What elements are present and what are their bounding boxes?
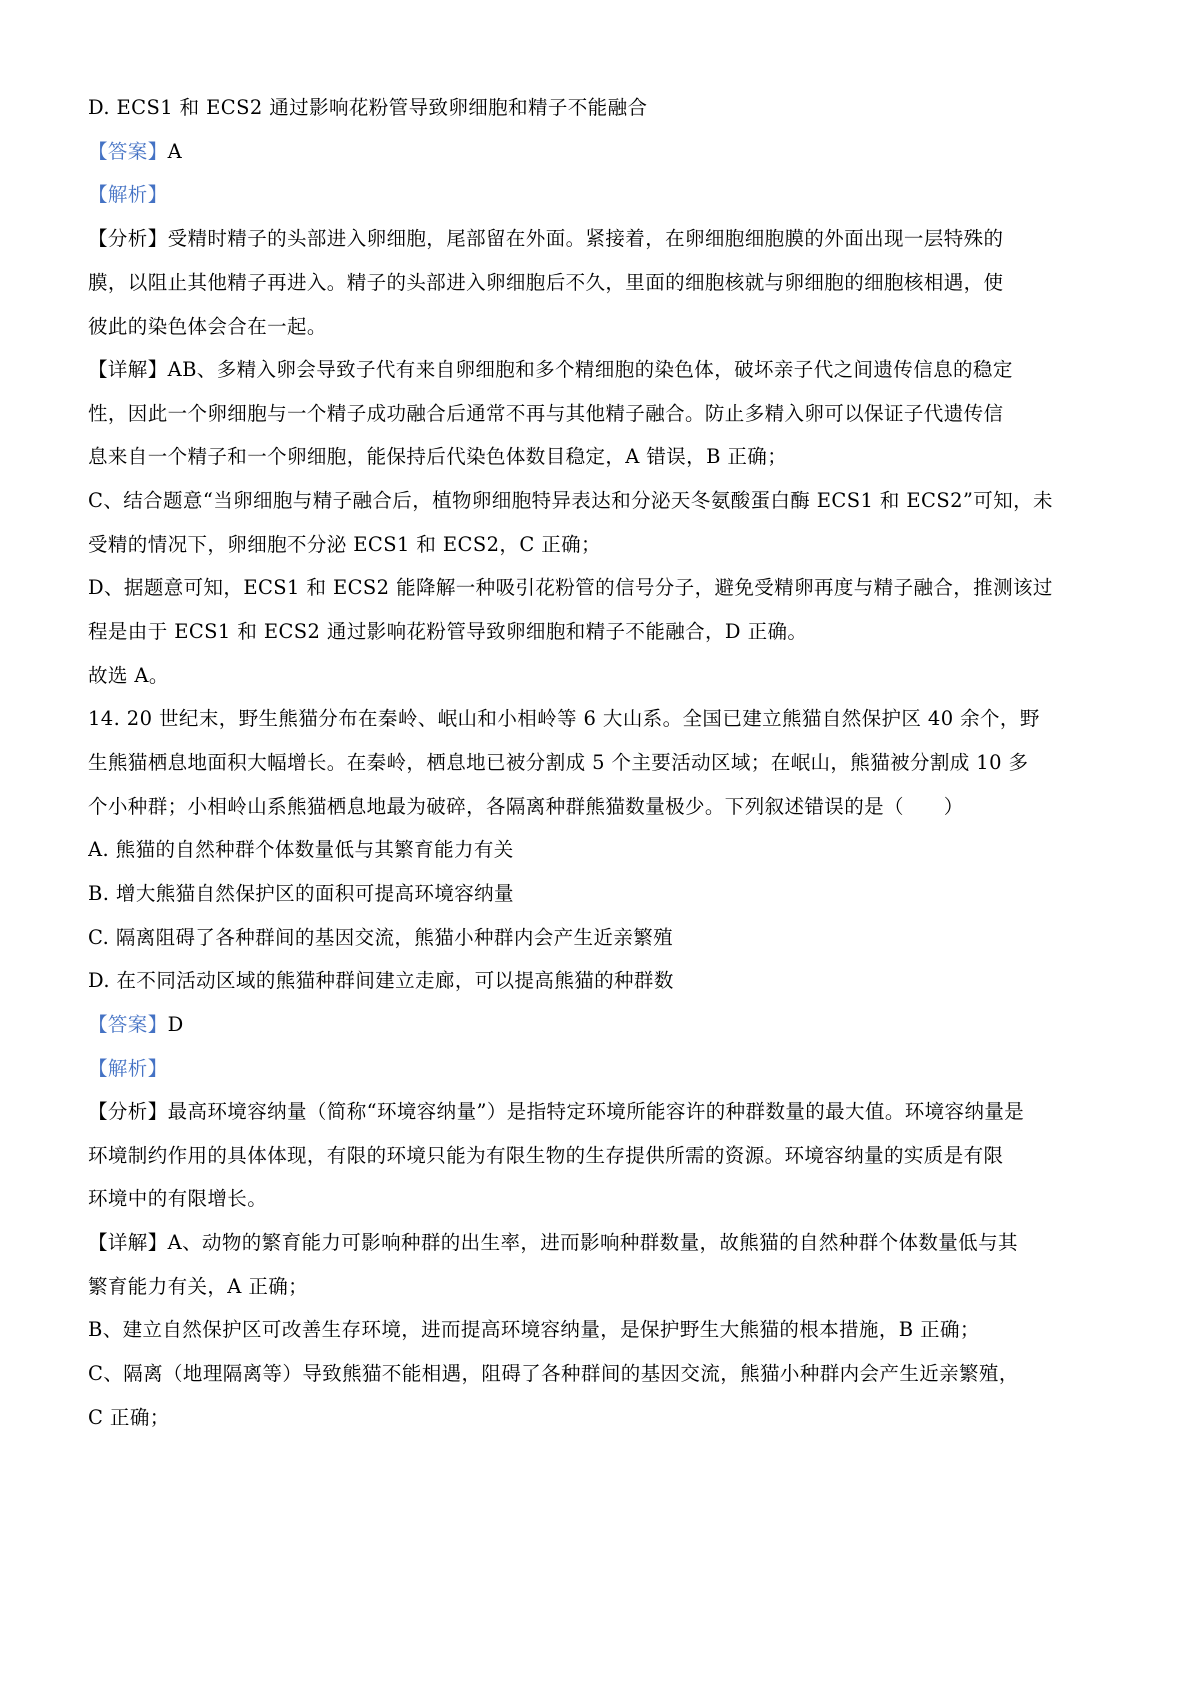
text-segment: 【详解】AB、多精入卵会导致子代有来自卵细胞和多个精细胞的染色体，破坏亲子代之间遗传信息的稳定: [88, 358, 1013, 381]
text-segment: 生熊猫栖息地面积大幅增长。在秦岭，栖息地已被分割成 5 个主要活动区域；在岷山，熊猫被分割成 10 多: [88, 751, 1029, 774]
section-label: 【解析】: [88, 183, 168, 206]
text-line: [88, 95, 1128, 121]
text-line: [88, 1274, 1128, 1300]
text-line: [88, 139, 1128, 165]
text-line: [88, 925, 1128, 951]
text-line: [88, 575, 1128, 601]
text-segment: D、据题意可知，ECS1 和 ECS2 能降解一种吸引花粉管的信号分子，避免受精卵再度与精子融合，推测该过: [88, 576, 1053, 599]
text-segment: D. ECS1 和 ECS2 通过影响花粉管导致卵细胞和精子不能融合: [88, 96, 648, 119]
section-label: 【答案】: [88, 140, 168, 163]
text-line: [88, 794, 1128, 820]
text-segment: A. 熊猫的自然种群个体数量低与其繁育能力有关: [88, 838, 514, 861]
text-line: [88, 1361, 1128, 1387]
text-line: [88, 1012, 1128, 1038]
text-segment: C、隔离（地理隔离等）导致熊猫不能相遇，阻碍了各种群间的基因交流，熊猫小种群内会产生近亲繁殖，: [88, 1362, 1019, 1385]
text-segment: 环境中的有限增长。: [88, 1187, 268, 1210]
text-segment: 受精的情况下，卵细胞不分泌 ECS1 和 ECS2，C 正确；: [88, 533, 601, 556]
text-segment: C 正确；: [88, 1406, 170, 1429]
text-line: [88, 837, 1128, 863]
text-segment: 环境制约作用的具体体现，有限的环境只能为有限生物的生存提供所需的资源。环境容纳量的实质是有限: [88, 1144, 1004, 1167]
text-segment: A: [167, 140, 183, 163]
text-line: [88, 750, 1128, 776]
text-line: [88, 444, 1128, 470]
text-line: [88, 314, 1128, 340]
text-segment: 14. 20 世纪末，野生熊猫分布在秦岭、岷山和小相岭等 6 大山系。全国已建立熊猫自然保护区 40 余个，野: [88, 707, 1040, 730]
text-line: [88, 1186, 1128, 1212]
text-segment: C. 隔离阻碍了各种群间的基因交流，熊猫小种群内会产生近亲繁殖: [88, 926, 674, 949]
text-line: [88, 1056, 1128, 1082]
text-segment: C、结合题意“当卵细胞与精子融合后，植物卵细胞特异表达和分泌天冬氨酸蛋白酶 ECS1 和 ECS2”可知，未: [88, 489, 1053, 512]
text-line: [88, 270, 1128, 296]
text-line: [88, 663, 1128, 689]
text-line: [88, 619, 1128, 645]
text-segment: 【分析】受精时精子的头部进入卵细胞，尾部留在外面。紧接着，在卵细胞细胞膜的外面出现一层特殊的: [88, 227, 1004, 250]
text-line: [88, 357, 1128, 383]
text-segment: B. 增大熊猫自然保护区的面积可提高环境容纳量: [88, 882, 514, 905]
section-label: 【答案】: [88, 1013, 168, 1036]
text-line: [88, 488, 1128, 514]
text-line: [88, 881, 1128, 907]
section-label: 【解析】: [88, 1057, 168, 1080]
text-line: [88, 532, 1128, 558]
text-segment: 【详解】A、动物的繁育能力可影响种群的出生率，进而影响种群数量，故熊猫的自然种群个体数量低与其: [88, 1231, 1018, 1254]
text-segment: 故选 A。: [88, 664, 169, 687]
text-line: [88, 968, 1128, 994]
text-segment: D. 在不同活动区域的熊猫种群间建立走廊，可以提高熊猫的种群数: [88, 969, 674, 992]
text-segment: 【分析】最高环境容纳量（简称“环境容纳量”）是指特定环境所能容许的种群数量的最大值。环境容纳量是: [88, 1100, 1025, 1123]
text-segment: 程是由于 ECS1 和 ECS2 通过影响花粉管导致卵细胞和精子不能融合，D 正确。: [88, 620, 808, 643]
text-line: [88, 401, 1128, 427]
text-segment: B、建立自然保护区可改善生存环境，进而提高环境容纳量，是保护野生大熊猫的根本措施，B 正确；: [88, 1318, 980, 1341]
text-segment: D: [167, 1013, 184, 1036]
text-line: [88, 706, 1128, 732]
text-line: [88, 226, 1128, 252]
text-segment: 彼此的染色体会合在一起。: [88, 315, 327, 338]
text-segment: 繁育能力有关，A 正确；: [88, 1275, 309, 1298]
text-line: [88, 1230, 1128, 1256]
text-line: [88, 1099, 1128, 1125]
text-line: [88, 1143, 1128, 1169]
text-line: [88, 182, 1128, 208]
text-segment: 性，因此一个卵细胞与一个精子成功融合后通常不再与其他精子融合。防止多精入卵可以保证子代遗传信: [88, 402, 1004, 425]
text-line: [88, 1405, 1128, 1431]
text-line: [88, 1317, 1128, 1343]
text-segment: 个小种群；小相岭山系熊猫栖息地最为破碎，各隔离种群熊猫数量极少。下列叙述错误的是（ ）: [88, 795, 964, 818]
text-segment: 膜，以阻止其他精子再进入。精子的头部进入卵细胞后不久，里面的细胞核就与卵细胞的细胞核相遇，使: [88, 271, 1004, 294]
text-segment: 息来自一个精子和一个卵细胞，能保持后代染色体数目稳定，A 错误，B 正确；: [88, 445, 788, 468]
